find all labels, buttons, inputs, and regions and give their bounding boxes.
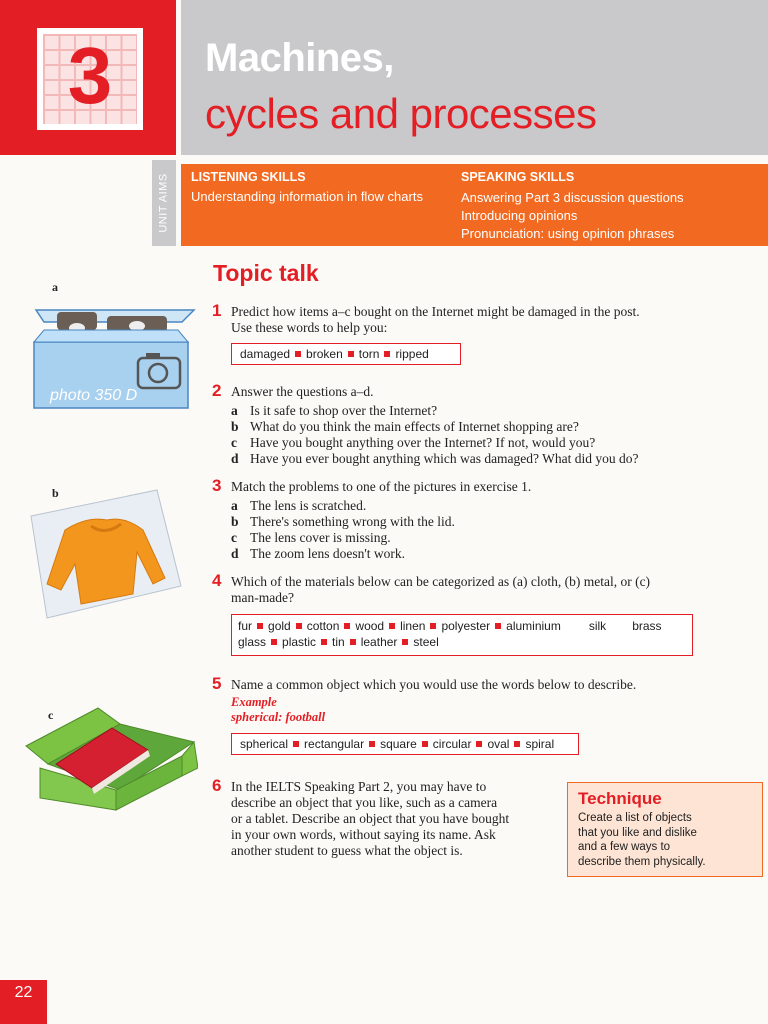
page-title-line1: Machines, xyxy=(205,36,394,80)
exercise-5-number: 5 xyxy=(212,674,222,693)
section-title: Topic talk xyxy=(213,260,319,286)
exercise-4-number: 4 xyxy=(212,571,222,590)
sweater-bag-picture xyxy=(25,486,185,626)
listening-skill-item: Understanding information in flow charts xyxy=(191,189,423,204)
exercise-1-text: Use these words to help you: xyxy=(231,320,388,335)
exercise-3-item: a The lens is scratched. xyxy=(231,498,367,513)
exercise-3-text: Match the problems to one of the pictures in exercise 1. xyxy=(231,479,532,494)
picture-c-letter: c xyxy=(48,708,54,722)
unit-number: 3 xyxy=(67,31,113,120)
exercise-3-item: d The zoom lens doesn't work. xyxy=(231,546,406,561)
exercise-1-word-box: damaged broken torn ripped xyxy=(231,343,461,365)
exercise-2-number: 2 xyxy=(212,381,222,400)
exercise-3-item: c The lens cover is missing. xyxy=(231,530,391,545)
camera-box-label: photo 350 D xyxy=(50,387,138,404)
speaking-skill-item: Pronunciation: using opinion phrases xyxy=(461,226,675,241)
exercise-2-item: b What do you think the main effects of Internet shopping are? xyxy=(231,419,579,434)
exercise-4-text: man-made? xyxy=(231,590,294,605)
exercise-2-text: Answer the questions a–d. xyxy=(231,384,374,399)
exercise-6-text: another student to guess what the object is. xyxy=(231,843,463,858)
exercise-2-item: d Have you ever bought anything which was damaged? What did you do? xyxy=(231,451,639,466)
exercise-6-text: describe an object that you like, such as a camera xyxy=(231,795,498,810)
exercise-6-text: or a tablet. Describe an object that you have bought xyxy=(231,811,510,826)
exercise-6-text: in your own words, without saying its name. Ask xyxy=(231,827,496,842)
exercise-5-text: Name a common object which you would use the words below to describe. xyxy=(231,677,637,692)
exercise-1-text: Predict how items a–c bought on the Internet might be damaged in the post. xyxy=(231,304,640,319)
speaking-skill-item: Answering Part 3 discussion questions xyxy=(461,190,684,205)
picture-b-letter: b xyxy=(52,486,59,500)
exercise-5-example-text: spherical: football xyxy=(231,710,326,724)
speaking-skill-item: Introducing opinions xyxy=(461,208,578,223)
exercise-5-example-label: Example xyxy=(231,695,277,709)
camera-box-picture xyxy=(22,290,200,415)
exercise-2-item: a Is it safe to shop over the Internet? xyxy=(231,403,438,418)
exercise-6-number: 6 xyxy=(212,776,222,795)
speaking-skills-heading: SPEAKING SKILLS xyxy=(461,170,575,184)
exercise-6-text: In the IELTS Speaking Part 2, you may have to xyxy=(231,779,487,794)
technique-title: Technique xyxy=(578,789,662,808)
exercise-4-text: Which of the materials below can be categorized as (a) cloth, (b) metal, or (c) xyxy=(231,574,651,589)
page-number: 22 xyxy=(14,984,33,1001)
page-title-line2: cycles and processes xyxy=(205,90,597,137)
listening-skills-heading: LISTENING SKILLS xyxy=(191,170,306,184)
exercise-4-word-box: fur gold cotton wood linen polyester aluminium silk brass glass plastic tin leather steel xyxy=(231,614,693,656)
picture-a-letter: a xyxy=(52,280,58,294)
technique-text: Create a list of objects that you like and dislike and a few ways to describe them physically. xyxy=(578,812,706,868)
exercise-3-number: 3 xyxy=(212,476,222,495)
exercise-3-item: b There's something wrong with the lid. xyxy=(231,514,455,529)
exercise-1-number: 1 xyxy=(212,301,222,320)
exercise-5-word-box: spherical rectangular square circular oval spiral xyxy=(231,733,579,755)
exercise-2-item: c Have you bought anything over the Internet? If not, would you? xyxy=(231,435,596,450)
unit-aims-label: UNIT AIMS xyxy=(158,173,170,233)
book-box-picture xyxy=(22,706,198,812)
